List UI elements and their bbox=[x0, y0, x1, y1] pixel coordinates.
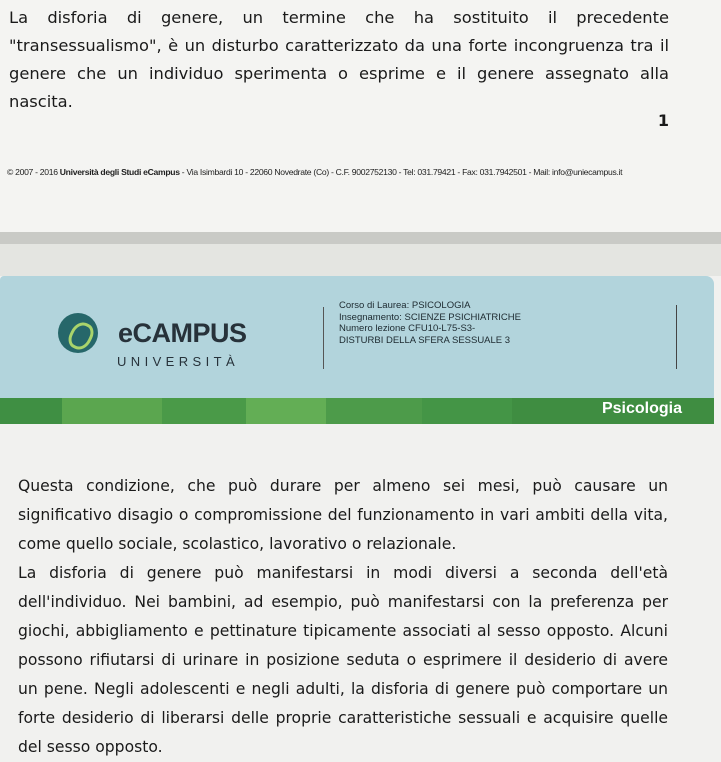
course-info bbox=[339, 300, 521, 346]
ecampus-logo-icon bbox=[58, 313, 98, 353]
header-divider bbox=[323, 307, 324, 369]
page2-content bbox=[18, 472, 668, 762]
page-footer bbox=[7, 167, 622, 177]
footer-copyright: © 2007 - 2016 bbox=[7, 167, 60, 177]
page-margin bbox=[0, 244, 721, 276]
paragraph-1: Questa condizione, che può durare per almeno sei mesi, può causare un significativo disagio o compromissione del funzionamento in vari ambiti della vita, come quello sociale, scolastico, lavorativo o relazionale. bbox=[18, 477, 668, 553]
page-separator bbox=[0, 232, 721, 244]
subject-line: Insegnamento: SCIENZE PSICHIATRICHE bbox=[339, 311, 521, 323]
previous-page bbox=[0, 0, 721, 232]
page1-paragraph: La disforia di genere, un termine che ha sostituito il precedente "transessualismo", è un disturbo caratterizzato da una forte incongruenza tra il genere che un individuo sperimenta o esprime e il genere assegnato alla nascita. bbox=[9, 8, 669, 111]
brand-name: eCAMPUS bbox=[118, 318, 247, 348]
brand-subtitle: UNIVERSITÀ bbox=[117, 354, 240, 369]
subject-badge: Psicologia bbox=[601, 400, 682, 417]
topic-line: DISTURBI DELLA SFERA SESSUALE 3 bbox=[339, 334, 511, 346]
paragraph-2: La disforia di genere può manifestarsi in modi diversi a seconda dell'età dell'individuo. Nei bambini, ad esempio, può manifestarsi con la preferenza per giochi, abbigliamento e pettinature tipicamente associati al sesso opposto. Alcuni possono rifiutarsi di urinare in posizione seduta o esprimere il desiderio di avere un pene. Negli adolescenti e negli adulti, la disforia di genere può comportare un forte desiderio di liberarsi delle proprie caratteristiche sessuali e acquisire quelle del sesso opposto. bbox=[18, 564, 668, 756]
header-right-divider bbox=[676, 305, 677, 369]
lesson-line: Numero lezione CFU10-L75-S3- bbox=[339, 323, 476, 334]
page-number: 1 bbox=[657, 111, 669, 130]
footer-university: Università degli Studi eCampus bbox=[59, 167, 180, 177]
footer-contacts: - Via Isimbardi 10 - 22060 Novedrate (Co) - C.F. 9002752130 - Tel: 031.79421 - Fax: 031.7942501 - Mail: info@uniecampus.it bbox=[179, 167, 623, 177]
course-line: Corso di Laurea: PSICOLOGIA bbox=[339, 300, 471, 311]
